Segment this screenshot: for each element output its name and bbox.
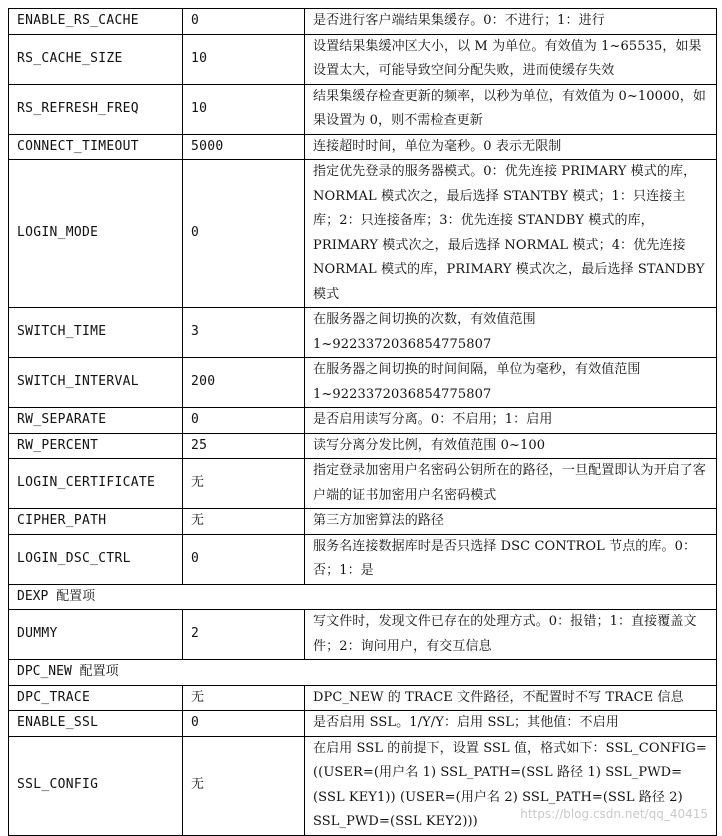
param-name: ENABLE_SSL [9, 711, 183, 737]
param-value: 3 [183, 308, 305, 358]
param-row [9, 459, 717, 509]
param-value: 5000 [183, 134, 305, 160]
param-value: 200 [183, 358, 305, 408]
param-value: 无 [183, 736, 305, 835]
param-description: 设置结果集缓冲区大小，以 M 为单位。有效值为 1~65535，如果设置太大，可能导致空间分配失败，进而使缓存失效 [305, 34, 717, 84]
section-title: DEXP 配置项 [9, 584, 717, 610]
param-description: 指定优先登录的服务器模式。0：优先连接 PRIMARY 模式的库，NORMAL 模式次之，最后选择 STANTBY 模式；1：只连接主库；2：只连接备库；3：优先连接 STANDBY 模式的库，PRIMARY 模式次之，最后选择 NORMAL 模式；4：优先连接 NORMAL 模式的库，PRIMARY 模式次之，最后选择 STANDBY 模式 [305, 160, 717, 308]
param-name: RW_SEPARATE [9, 408, 183, 434]
param-row [9, 685, 717, 711]
param-value: 25 [183, 433, 305, 459]
config-table [8, 8, 717, 836]
param-row [9, 534, 717, 584]
param-name: ENABLE_RS_CACHE [9, 9, 183, 35]
param-row [9, 160, 717, 308]
param-row [9, 308, 717, 358]
param-description: 在启用 SSL 的前提下，设置 SSL 值，格式如下：SSL_CONFIG=((USER=(用户名 1) SSL_PATH=(SSL 路径 1) SSL_PWD=(SSL KEY1)) (USER=(用户名 2) SSL_PATH=(SSL 路径 2) SSL_PWD=(SSL KEY2))) [305, 736, 717, 835]
param-name: LOGIN_MODE [9, 160, 183, 308]
param-name: LOGIN_CERTIFICATE [9, 459, 183, 509]
param-value: 0 [183, 534, 305, 584]
param-row [9, 711, 717, 737]
param-row [9, 433, 717, 459]
param-name: RS_REFRESH_FREQ [9, 84, 183, 134]
param-value: 10 [183, 34, 305, 84]
param-description: 是否启用 SSL。1/Y/Y：启用 SSL；其他值：不启用 [305, 711, 717, 737]
section-title: DPC_NEW 配置项 [9, 660, 717, 686]
param-value: 2 [183, 610, 305, 660]
config-document [8, 8, 716, 836]
param-row [9, 408, 717, 434]
param-name: DUMMY [9, 610, 183, 660]
param-description: 读写分离分发比例，有效值范围 0~100 [305, 433, 717, 459]
param-name: SSL_CONFIG [9, 736, 183, 835]
param-description: 指定登录加密用户名密码公钥所在的路径，一旦配置即认为开启了客户端的证书加密用户名密码模式 [305, 459, 717, 509]
param-row [9, 509, 717, 535]
section-row [9, 660, 717, 686]
param-row [9, 610, 717, 660]
param-value: 无 [183, 685, 305, 711]
param-description: DPC_NEW 的 TRACE 文件路径，不配置时不写 TRACE 信息 [305, 685, 717, 711]
param-description: 在服务器之间切换的次数，有效值范围 1~9223372036854775807 [305, 308, 717, 358]
param-value: 无 [183, 459, 305, 509]
param-value: 0 [183, 9, 305, 35]
param-row [9, 134, 717, 160]
param-value: 0 [183, 408, 305, 434]
param-name: CONNECT_TIMEOUT [9, 134, 183, 160]
param-row [9, 358, 717, 408]
param-description: 连接超时时间，单位为毫秒。0 表示无限制 [305, 134, 717, 160]
config-table-body [9, 9, 717, 836]
param-value: 无 [183, 509, 305, 535]
param-description: 写文件时，发现文件已存在的处理方式。0：报错；1：直接覆盖文件；2：询问用户，有交互信息 [305, 610, 717, 660]
param-description: 服务名连接数据库时是否只选择 DSC CONTROL 节点的库。0：否；1：是 [305, 534, 717, 584]
param-row [9, 84, 717, 134]
param-name: RW_PERCENT [9, 433, 183, 459]
section-row [9, 584, 717, 610]
param-value: 0 [183, 160, 305, 308]
param-description: 是否进行客户端结果集缓存。0：不进行；1：进行 [305, 9, 717, 35]
param-description: 在服务器之间切换的时间间隔，单位为毫秒，有效值范围 1~9223372036854775807 [305, 358, 717, 408]
param-description: 结果集缓存检查更新的频率，以秒为单位，有效值为 0~10000，如果设置为 0，则不需检查更新 [305, 84, 717, 134]
param-row [9, 34, 717, 84]
param-name: LOGIN_DSC_CTRL [9, 534, 183, 584]
param-description: 是否启用读写分离。0：不启用；1：启用 [305, 408, 717, 434]
watermark: https://blog.csdn.net/qq_40415 [520, 807, 708, 821]
param-name: SWITCH_INTERVAL [9, 358, 183, 408]
param-row [9, 9, 717, 35]
param-name: CIPHER_PATH [9, 509, 183, 535]
param-name: SWITCH_TIME [9, 308, 183, 358]
param-name: RS_CACHE_SIZE [9, 34, 183, 84]
param-description: 第三方加密算法的路径 [305, 509, 717, 535]
param-value: 0 [183, 711, 305, 737]
param-name: DPC_TRACE [9, 685, 183, 711]
param-value: 10 [183, 84, 305, 134]
